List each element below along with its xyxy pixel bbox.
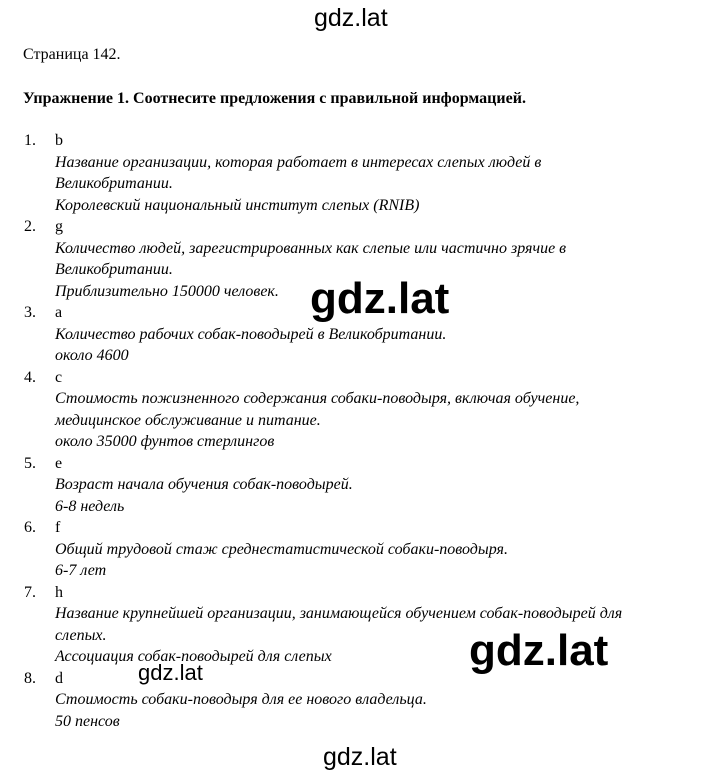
item-value: около 35000 фунтов стерлингов [55,433,275,450]
item-letter: c [55,368,63,386]
item-value: 6-8 недель [55,497,125,515]
item-letter: h [55,583,63,601]
watermark-small: gdz.lat [138,660,203,685]
item-letter: a [55,304,63,321]
item-value: Королевский национальный институт слепых (RNIB) [55,196,420,214]
item-value: Приблизительно 150000 человек. [55,282,279,300]
item-letter: b [55,132,63,149]
item-number: 6. [24,519,36,536]
item-number: 5. [24,454,36,472]
answer-item [0,130,720,216]
item-number: 1. [24,132,36,149]
item-description: Стоимость собаки-поводыря для ее нового владельца. [55,691,427,708]
item-value: 50 пенсов [55,712,120,730]
page-label: Страница 142. [23,46,121,63]
item-letter: f [55,519,61,536]
item-description: Количество людей, зарегистрированных как слепые или частично зрячие в Великобритании. [55,239,567,278]
item-letter: g [55,218,63,235]
item-number: 3. [24,304,36,321]
item-description: Стоимость пожизненного содержания собаки-поводыря, включая обучение, медицинское обслуживание и питание. [55,390,580,429]
watermark-middle: gdz.lat [310,274,450,323]
answer-item [0,367,720,453]
item-description: Название организации, которая работает в интересах слепых людей в Великобритании. [55,153,542,192]
item-number: 8. [24,669,36,687]
answer-list [0,130,720,732]
exercise-heading: Упражнение 1. Соотнесите предложения с правильной информацией. [23,90,526,107]
item-description: Название крупнейшей организации, занимающейся обучением собак-поводырей для слепых. [55,605,623,644]
item-value: около 4600 [55,347,129,364]
item-value: Ассоциация собак-поводырей для слепых [55,648,332,665]
item-number: 4. [24,368,36,386]
item-letter: d [55,669,63,687]
item-description: Количество рабочих собак-поводырей в Великобритании. [55,325,447,343]
item-description: Общий трудовой стаж среднестатистической собаки-поводыря. [55,540,508,558]
item-letter: e [55,454,63,472]
answer-item [0,517,720,582]
item-description: Возраст начала обучения собак-поводырей. [55,476,353,493]
watermark-top: gdz.lat [314,4,388,32]
item-number: 2. [24,218,36,235]
answer-item [0,668,720,733]
watermark-bottom: gdz.lat [323,743,397,771]
answer-item [0,582,720,668]
item-value: 6-7 лет [55,562,107,579]
watermark-right: gdz.lat [469,626,609,675]
answer-item [0,453,720,518]
item-number: 7. [24,583,36,601]
